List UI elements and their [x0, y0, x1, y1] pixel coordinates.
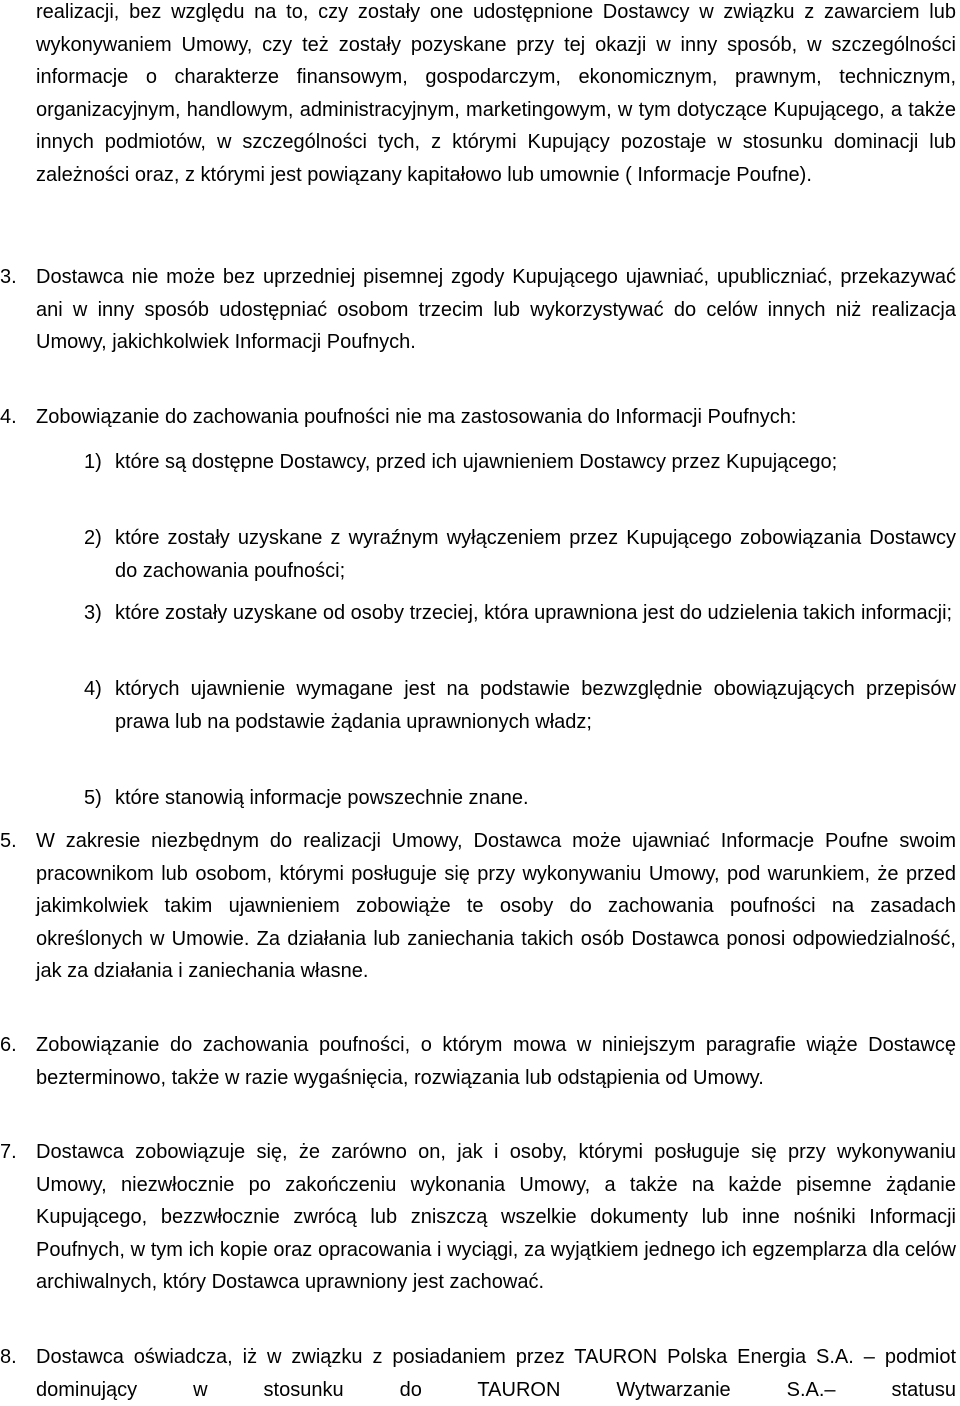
clause-number: 6.: [0, 1034, 17, 1056]
clause-number: 7.: [0, 1141, 17, 1163]
subitem-number: 3): [84, 602, 102, 624]
subitem-text: które zostały uzyskane z wyraźnym wyłączeniem przez Kupującego zobowiązania Dostawcy do zachowania poufności;: [115, 527, 956, 582]
subitem-text: które zostały uzyskane od osoby trzeciej, która uprawniona jest do udzielenia takich informacji;: [115, 602, 953, 624]
clause-text: W zakresie niezbędnym do realizacji Umowy, Dostawca może ujawniać Informacje Poufne swoim pracownikom lub osobom, którymi posługuje się przy wykonywaniu Umowy, pod warunkiem, że przed jakimkolwiek takim ujawnieniem zobowiąże te osoby do zachowania poufności na zasadach określonych w Umowie. Za działania lub zaniechania takich osób Dostawca ponosi odpowiedzialność, jak za działania i zaniechania własne.: [36, 830, 956, 982]
subitem-text: które są dostępne Dostawcy, przed ich ujawnieniem Dostawcy przez Kupującego;: [115, 451, 838, 473]
subitem-number: 4): [84, 678, 102, 700]
clause-text: Dostawca nie może bez uprzedniej pisemnej zgody Kupującego ujawniać, upubliczniać, przekazywać ani w inny sposób udostępniać osobom trzecim lub wykorzystywać do celów innych niż realizacja Umowy, jakichkolwiek Informacji Poufnych.: [36, 266, 956, 353]
clause-text: Zobowiązanie do zachowania poufności, o którym mowa w niniejszym paragrafie wiąże Dostawcę bezterminowo, także w razie wygaśnięcia, rozwiązania lub odstąpienia od Umowy.: [36, 1034, 956, 1089]
subitem-number: 2): [84, 527, 102, 549]
subitem-number: 5): [84, 787, 102, 809]
subitem-number: 1): [84, 451, 102, 473]
clause-number: 4.: [0, 406, 17, 428]
clause-text: Dostawca zobowiązuje się, że zarówno on, jak i osoby, którymi posługuje się przy wykonywaniu Umowy, niezwłocznie po zakończeniu wykonania Umowy, a także na każde pisemne żądanie Kupującego, bezzwłocznie zwrócą lub zniszczą wszelkie dokumenty lub inne nośniki Informacji Poufnych, w tym ich kopie oraz opracowania i wyciągi, za wyjątkiem jednego ich egzemplarza dla celów archiwalnych, który Dostawca uprawniony jest zachować.: [36, 1141, 956, 1293]
clause-number: 5.: [0, 830, 17, 852]
clause-number: 3.: [0, 266, 17, 288]
subitem-text: które stanowią informacje powszechnie znane.: [115, 787, 529, 809]
clause-text: Dostawca oświadcza, iż w związku z posiadaniem przez TAURON Polska Energia S.A. – podmiot dominujący w stosunku do TAURON Wytwarzanie S.A.– statusu: [36, 1346, 956, 1401]
clause-number: 8.: [0, 1346, 17, 1368]
continuation-paragraph: realizacji, bez względu na to, czy zostały one udostępnione Dostawcy w związku z zawarciem lub wykonywaniem Umowy, czy też zostały pozyskane przy tej okazji w inny sposób, w szczególności informacje o charakterze finansowym, gospodarczym, ekonomicznym, prawnym, technicznym, organizacyjnym, handlowym, administracyjnym, marketingowym, w tym dotyczące Kupującego, a także innych podmiotów, w szczególności tych, z którymi Kupujący pozostaje w stosunku dominacji lub zależności oraz, z którymi jest powiązany kapitałowo lub umownie ( Informacje Poufne).: [36, 1, 956, 186]
subitem-text: których ujawnienie wymagane jest na podstawie bezwzględnie obowiązujących przepisów prawa lub na podstawie żądania uprawnionych władz;: [115, 678, 956, 733]
clause-text: Zobowiązanie do zachowania poufności nie ma zastosowania do Informacji Poufnych:: [36, 406, 797, 428]
